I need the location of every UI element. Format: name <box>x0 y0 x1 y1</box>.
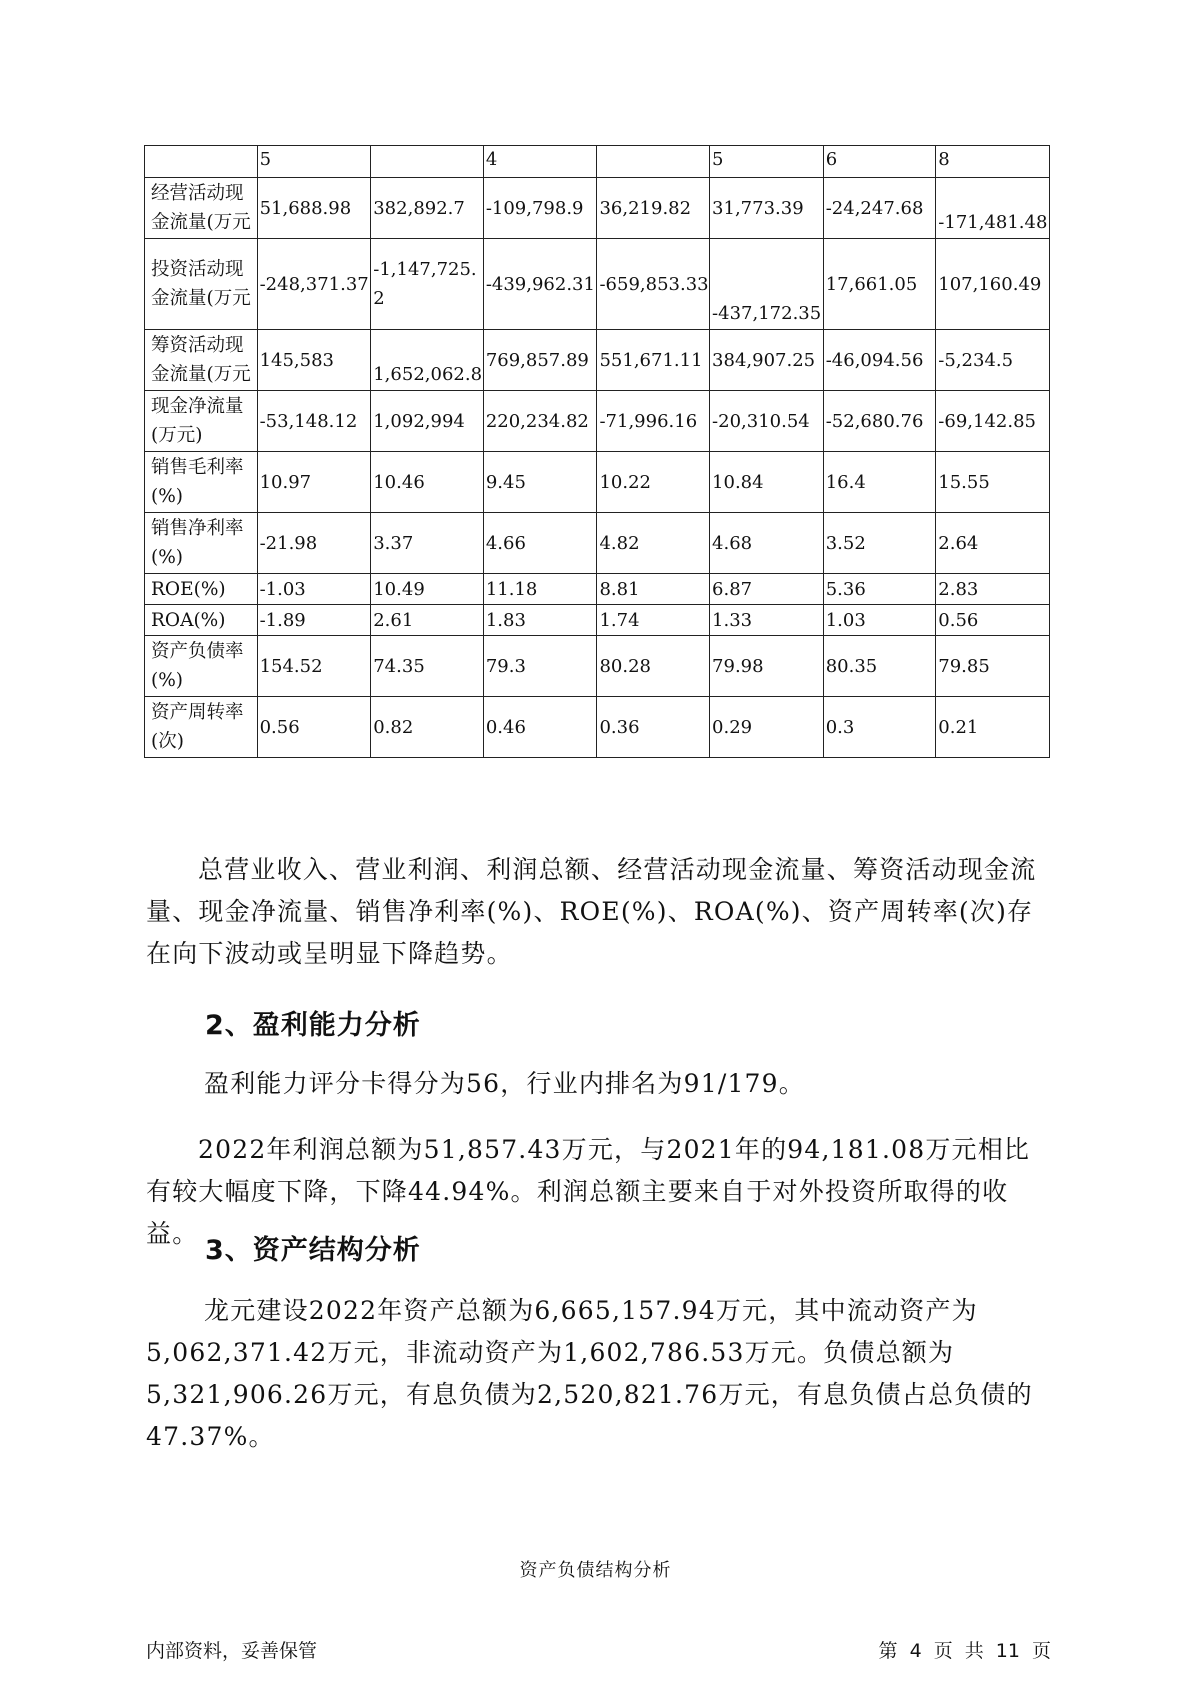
table-cell: 0.29 <box>710 697 824 758</box>
table-cell: 8 <box>936 146 1050 178</box>
section-heading-profitability: 2、盈利能力分析 <box>205 1010 421 1041</box>
table-cell: 5.36 <box>823 574 936 605</box>
table-cell: 10.49 <box>371 574 484 605</box>
row-label: ROA(%) <box>145 605 258 636</box>
row-label: 经营活动现金流量(万元 <box>145 178 258 239</box>
table-cell: 6 <box>823 146 936 178</box>
table-cell: 2.61 <box>371 605 484 636</box>
table-cell <box>597 146 710 178</box>
table-row <box>145 513 1050 574</box>
table-row <box>145 605 1050 636</box>
table-cell: -53,148.12 <box>257 391 371 452</box>
table-cell: 0.56 <box>257 697 371 758</box>
table-cell: 11.18 <box>483 574 597 605</box>
table-cell: -46,094.56 <box>823 330 936 391</box>
table-cell: -1.89 <box>257 605 371 636</box>
table-cell: 4.82 <box>597 513 710 574</box>
table-cell: 0.46 <box>483 697 597 758</box>
table-cell: -439,962.31 <box>483 239 597 330</box>
table-cell: 0.56 <box>936 605 1050 636</box>
section-heading-asset-structure: 3、资产结构分析 <box>205 1235 421 1266</box>
row-label: 销售净利率(%) <box>145 513 258 574</box>
table-cell: -437,172.35 <box>710 239 824 330</box>
table-cell: -24,247.68 <box>823 178 936 239</box>
summary-paragraph: 总营业收入、营业利润、利润总额、经营活动现金流量、筹资活动现金流量、现金净流量、销售净利率(%)、ROE(%)、ROA(%)、资产周转率(次)存在向下波动或呈明显下降趋势。 <box>146 855 1037 968</box>
row-label: 现金净流量(万元) <box>145 391 258 452</box>
table-row <box>145 697 1050 758</box>
row-label: 销售毛利率(%) <box>145 452 258 513</box>
table-cell: -21.98 <box>257 513 371 574</box>
row-label: 投资活动现金流量(万元 <box>145 239 258 330</box>
table-cell: 15.55 <box>936 452 1050 513</box>
table-cell: 1.74 <box>597 605 710 636</box>
table-cell: 384,907.25 <box>710 330 824 391</box>
table-cell: 10.84 <box>710 452 824 513</box>
table-cell: 10.22 <box>597 452 710 513</box>
financial-indicators-table <box>144 145 1050 758</box>
table-cell: 5 <box>257 146 371 178</box>
table-cell: 145,583 <box>257 330 371 391</box>
row-label: 筹资活动现金流量(万元 <box>145 330 258 391</box>
table-cell: -659,853.33 <box>597 239 710 330</box>
table-cell: 10.46 <box>371 452 484 513</box>
profitability-score-paragraph: 盈利能力评分卡得分为56，行业内排名为91/179。 <box>204 1069 805 1098</box>
table-cell <box>371 146 484 178</box>
table-cell: -248,371.37 <box>257 239 371 330</box>
table-cell: 5 <box>710 146 824 178</box>
table-cell: 551,671.11 <box>597 330 710 391</box>
table-cell: 74.35 <box>371 636 484 697</box>
table-cell: 2.83 <box>936 574 1050 605</box>
table-cell: 4.66 <box>483 513 597 574</box>
table-cell: -109,798.9 <box>483 178 597 239</box>
table-cell: -69,142.85 <box>936 391 1050 452</box>
table-row <box>145 574 1050 605</box>
row-label: 资产周转率(次) <box>145 697 258 758</box>
asset-structure-paragraph: 龙元建设2022年资产总额为6,665,157.94万元，其中流动资产为5,062,371.42万元，非流动资产为1,602,786.53万元。负债总额为5,321,906.26万元，有息负债为2,520,821.76万元，有息负债占总负债的47.37%。 <box>146 1296 1033 1451</box>
table-cell: -1.03 <box>257 574 371 605</box>
table-cell <box>145 146 258 178</box>
chart-caption: 资产负债结构分析 <box>519 1560 672 1581</box>
table-cell: 769,857.89 <box>483 330 597 391</box>
profit-total-paragraph: 2022年利润总额为51,857.43万元，与2021年的94,181.08万元相比有较大幅度下降，下降44.94%。利润总额主要来自于对外投资所取得的收益。 <box>146 1135 1031 1248</box>
table-row <box>145 636 1050 697</box>
table-cell: 80.28 <box>597 636 710 697</box>
table-cell: 382,892.7 <box>371 178 484 239</box>
table-cell: 2.64 <box>936 513 1050 574</box>
table-cell: -1,147,725.2 <box>371 239 484 330</box>
table-cell: -20,310.54 <box>710 391 824 452</box>
table-cell: 31,773.39 <box>710 178 824 239</box>
table-cell: 8.81 <box>597 574 710 605</box>
table-cell: 79.3 <box>483 636 597 697</box>
table-cell: 1,092,994 <box>371 391 484 452</box>
table-cell: -52,680.76 <box>823 391 936 452</box>
row-label: ROE(%) <box>145 574 258 605</box>
table-cell: 4 <box>483 146 597 178</box>
table-row <box>145 178 1050 239</box>
table-cell: 0.36 <box>597 697 710 758</box>
table-cell: 36,219.82 <box>597 178 710 239</box>
table-cell: 10.97 <box>257 452 371 513</box>
table-row <box>145 330 1050 391</box>
footer-page-number: 第 4 页 共 11 页 <box>878 1640 1051 1662</box>
row-label: 资产负债率(%) <box>145 636 258 697</box>
table-row <box>145 452 1050 513</box>
table-cell: 1.33 <box>710 605 824 636</box>
table-cell: 17,661.05 <box>823 239 936 330</box>
table-cell: 0.21 <box>936 697 1050 758</box>
table-cell: 1.03 <box>823 605 936 636</box>
table-cell: 79.98 <box>710 636 824 697</box>
footer-confidential-note: 内部资料，妥善保管 <box>146 1640 318 1662</box>
table-cell: 9.45 <box>483 452 597 513</box>
table-cell: 6.87 <box>710 574 824 605</box>
table-cell: -5,234.5 <box>936 330 1050 391</box>
table-cell: 4.68 <box>710 513 824 574</box>
table-cell: 79.85 <box>936 636 1050 697</box>
table-cell: 3.37 <box>371 513 484 574</box>
table-row <box>145 239 1050 330</box>
table-cell: 0.82 <box>371 697 484 758</box>
table-cell: 154.52 <box>257 636 371 697</box>
table-cell: 3.52 <box>823 513 936 574</box>
table-cell: 51,688.98 <box>257 178 371 239</box>
table-cell: 16.4 <box>823 452 936 513</box>
table-cell: 80.35 <box>823 636 936 697</box>
table-cell: 107,160.49 <box>936 239 1050 330</box>
table-header-row <box>145 146 1050 178</box>
table-cell: 0.3 <box>823 697 936 758</box>
table-cell: 1.83 <box>483 605 597 636</box>
table-cell: -71,996.16 <box>597 391 710 452</box>
table-row <box>145 391 1050 452</box>
table-cell: -171,481.48 <box>936 178 1050 239</box>
table-cell: 1,652,062.8 <box>371 330 484 391</box>
table-cell: 220,234.82 <box>483 391 597 452</box>
